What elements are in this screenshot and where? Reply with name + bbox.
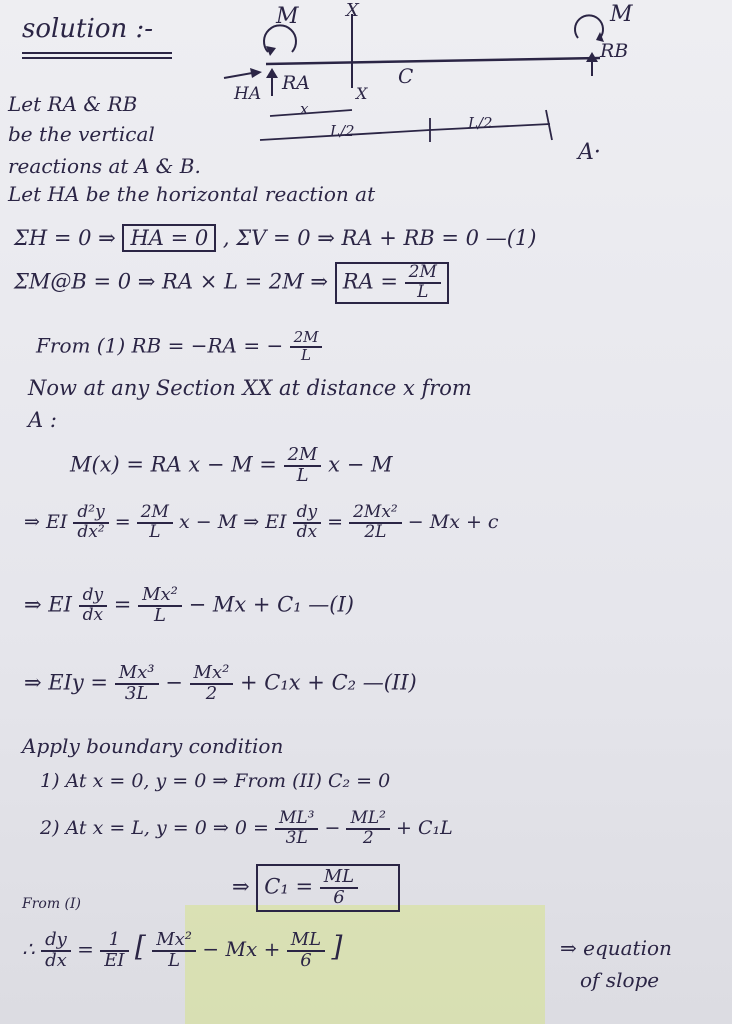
- slope-frac-1-num: dy: [79, 587, 108, 607]
- text-from-i: From (I): [22, 896, 82, 912]
- moment-x-rhs: x − M: [328, 452, 393, 477]
- moment-x-den: L: [296, 464, 309, 486]
- slope-b: =: [113, 592, 132, 617]
- bc2-a: 2) At x = L, y = 0 ⇒ 0 =: [40, 816, 269, 839]
- moment-x-lhs: M(x) = RA x − M =: [70, 452, 277, 477]
- curv-frac-3: [293, 504, 322, 542]
- curv-d: =: [327, 510, 344, 533]
- x-dimension: [270, 110, 352, 116]
- curv-frac-2: [137, 504, 173, 542]
- text-equation: ⇒ equation: [560, 936, 672, 960]
- final-therefore: ∴: [22, 937, 35, 961]
- label-section-bottom: X: [356, 84, 368, 103]
- slope-frac-1-den: dx: [82, 604, 104, 625]
- final-frac-1-den: dx: [45, 949, 67, 971]
- defl-frac-1: [115, 664, 159, 704]
- defl-frac-1-den: 3L: [124, 682, 149, 704]
- ra-frac-den: L: [417, 281, 429, 302]
- label-ra: RA: [282, 72, 311, 94]
- c1-arrow: ⇒: [232, 874, 250, 899]
- c1-fraction: [320, 868, 358, 908]
- bc2-frac-2-num: ML²: [346, 810, 390, 830]
- c1-frac-num: ML: [320, 868, 358, 889]
- equation-deflection: [24, 664, 417, 704]
- bc2-frac-1-num: ML³: [275, 810, 319, 830]
- bc2-frac-1-den: 3L: [285, 827, 308, 848]
- slope-frac-1: [79, 587, 108, 625]
- c1-lhs: C₁ =: [264, 874, 314, 899]
- final-frac-1: [41, 928, 71, 971]
- text-boundary-heading: Apply boundary condition: [22, 734, 284, 758]
- bc2-frac-2-den: 2: [362, 827, 374, 848]
- equation-slope-general: [24, 586, 354, 626]
- curv-frac-3-num: dy: [293, 504, 322, 524]
- equation-slope-final: [22, 930, 342, 970]
- curv-frac-4-num: 2Mx²: [349, 504, 402, 524]
- bc2-frac-1: [275, 810, 319, 848]
- final-frac-2-num: 1: [100, 931, 128, 952]
- c1-frac-den: 6: [333, 886, 345, 908]
- final-frac-3-den: L: [168, 949, 181, 971]
- bc2-b: −: [324, 816, 341, 839]
- final-frac-2: [100, 928, 128, 971]
- slope-a: ⇒ EI: [24, 592, 72, 617]
- c1-result-box: [256, 864, 400, 912]
- defl-b: −: [165, 670, 183, 695]
- equation-sum-h: [14, 226, 536, 250]
- slope-c: − Mx + C₁ —(I): [188, 592, 354, 617]
- label-x: x: [300, 100, 309, 118]
- sum-h-text: ΣH = 0 ⇒: [14, 226, 116, 250]
- moment-b-text: ΣM@B = 0 ⇒ RA × L = 2M ⇒: [14, 269, 328, 294]
- label-ha: HA: [234, 84, 262, 104]
- rb-text: From (1) RB = −RA = −: [36, 333, 284, 358]
- curv-frac-4-den: 2L: [364, 521, 387, 542]
- curv-frac-3-den: dx: [296, 521, 318, 542]
- curv-frac-4: [349, 504, 402, 542]
- final-frac-4: [287, 928, 325, 971]
- equation-c1: [232, 864, 400, 912]
- moment-x-fraction: [284, 446, 322, 486]
- label-rb: RB: [600, 40, 629, 62]
- slope-frac-2: [138, 586, 182, 626]
- text-line-8: Now at any Section XX at distance x from: [28, 376, 472, 400]
- label-right-moment: M: [610, 2, 633, 27]
- rb-frac-num: 2M: [290, 330, 323, 348]
- text-line-3b: A·: [578, 140, 601, 165]
- equation-rb: [36, 330, 322, 364]
- label-half-right: L/2: [468, 114, 493, 132]
- text-line-4: Let HA be the horizontal reaction at: [8, 182, 376, 206]
- curv-e: − Mx + c: [407, 510, 499, 533]
- final-eq: =: [77, 937, 94, 961]
- label-left-moment: M: [276, 4, 299, 29]
- curv-frac-2-den: L: [149, 521, 161, 542]
- rb-frac-den: L: [301, 345, 312, 364]
- curv-frac-1: [73, 504, 108, 542]
- bc2-c: + C₁L: [396, 816, 453, 839]
- defl-a: ⇒ EIy =: [24, 670, 109, 695]
- slope-frac-2-num: Mx²: [138, 586, 182, 607]
- equation-moment-b: [14, 262, 449, 304]
- page-title: solution :-: [22, 14, 154, 44]
- text-line-2: be the vertical: [8, 122, 155, 146]
- ra-frac-num: 2M: [405, 264, 441, 284]
- label-section-top: X: [346, 0, 359, 21]
- final-frac-4-num: ML: [287, 931, 325, 952]
- ra-result-lhs: RA =: [342, 269, 398, 294]
- text-line-3: reactions at A & B.: [8, 154, 201, 178]
- ha-arrowhead: [250, 68, 262, 78]
- curv-frac-1-den: dx²: [77, 521, 105, 542]
- final-frac-4-den: 6: [300, 949, 312, 971]
- defl-frac-2-den: 2: [205, 682, 218, 704]
- text-boundary-1: 1) At x = 0, y = 0 ⇒ From (II) C₂ = 0: [40, 770, 391, 792]
- ra-result-fraction: [405, 264, 441, 302]
- final-mid: − Mx +: [202, 937, 281, 961]
- ra-result-box: [335, 262, 449, 304]
- equation-boundary-2: [40, 810, 453, 848]
- final-frac-2-den: EI: [104, 949, 125, 971]
- text-line-9: A :: [28, 408, 57, 432]
- final-frac-3-num: Mx²: [152, 931, 196, 952]
- text-of-slope: of slope: [580, 968, 660, 992]
- text-line-1: Let RA & RB: [8, 92, 138, 116]
- ra-arrowhead: [266, 68, 278, 78]
- defl-frac-2-num: Mx²: [190, 664, 234, 685]
- curv-c: x − M ⇒ EI: [179, 510, 287, 533]
- beam-line: [266, 58, 600, 64]
- moment-x-num: 2M: [284, 446, 322, 467]
- curv-b: =: [114, 510, 131, 533]
- final-frac-3: [152, 928, 196, 971]
- sum-v-text: , ΣV = 0 ⇒ RA + RB = 0 —(1): [222, 226, 537, 250]
- curv-frac-1-num: d²y: [73, 504, 108, 524]
- bc2-frac-2: [346, 810, 390, 848]
- rb-fraction: [290, 330, 323, 364]
- ha-result-box: HA = 0: [122, 224, 216, 252]
- final-frac-1-num: dy: [41, 931, 71, 952]
- defl-frac-1-num: Mx³: [115, 664, 159, 685]
- defl-c: + C₁x + C₂ —(II): [240, 670, 417, 695]
- curv-frac-2-num: 2M: [137, 504, 173, 524]
- defl-frac-2: [190, 664, 234, 704]
- final-close-bracket: ]: [331, 930, 343, 963]
- final-open-bracket: [: [134, 930, 146, 963]
- equation-curvature: [24, 504, 499, 542]
- label-half-left: L/2: [330, 122, 355, 140]
- slope-frac-2-den: L: [154, 604, 166, 626]
- equation-moment-x: [70, 446, 392, 486]
- label-point-c: C: [398, 64, 414, 88]
- curv-a: ⇒ EI: [24, 510, 68, 533]
